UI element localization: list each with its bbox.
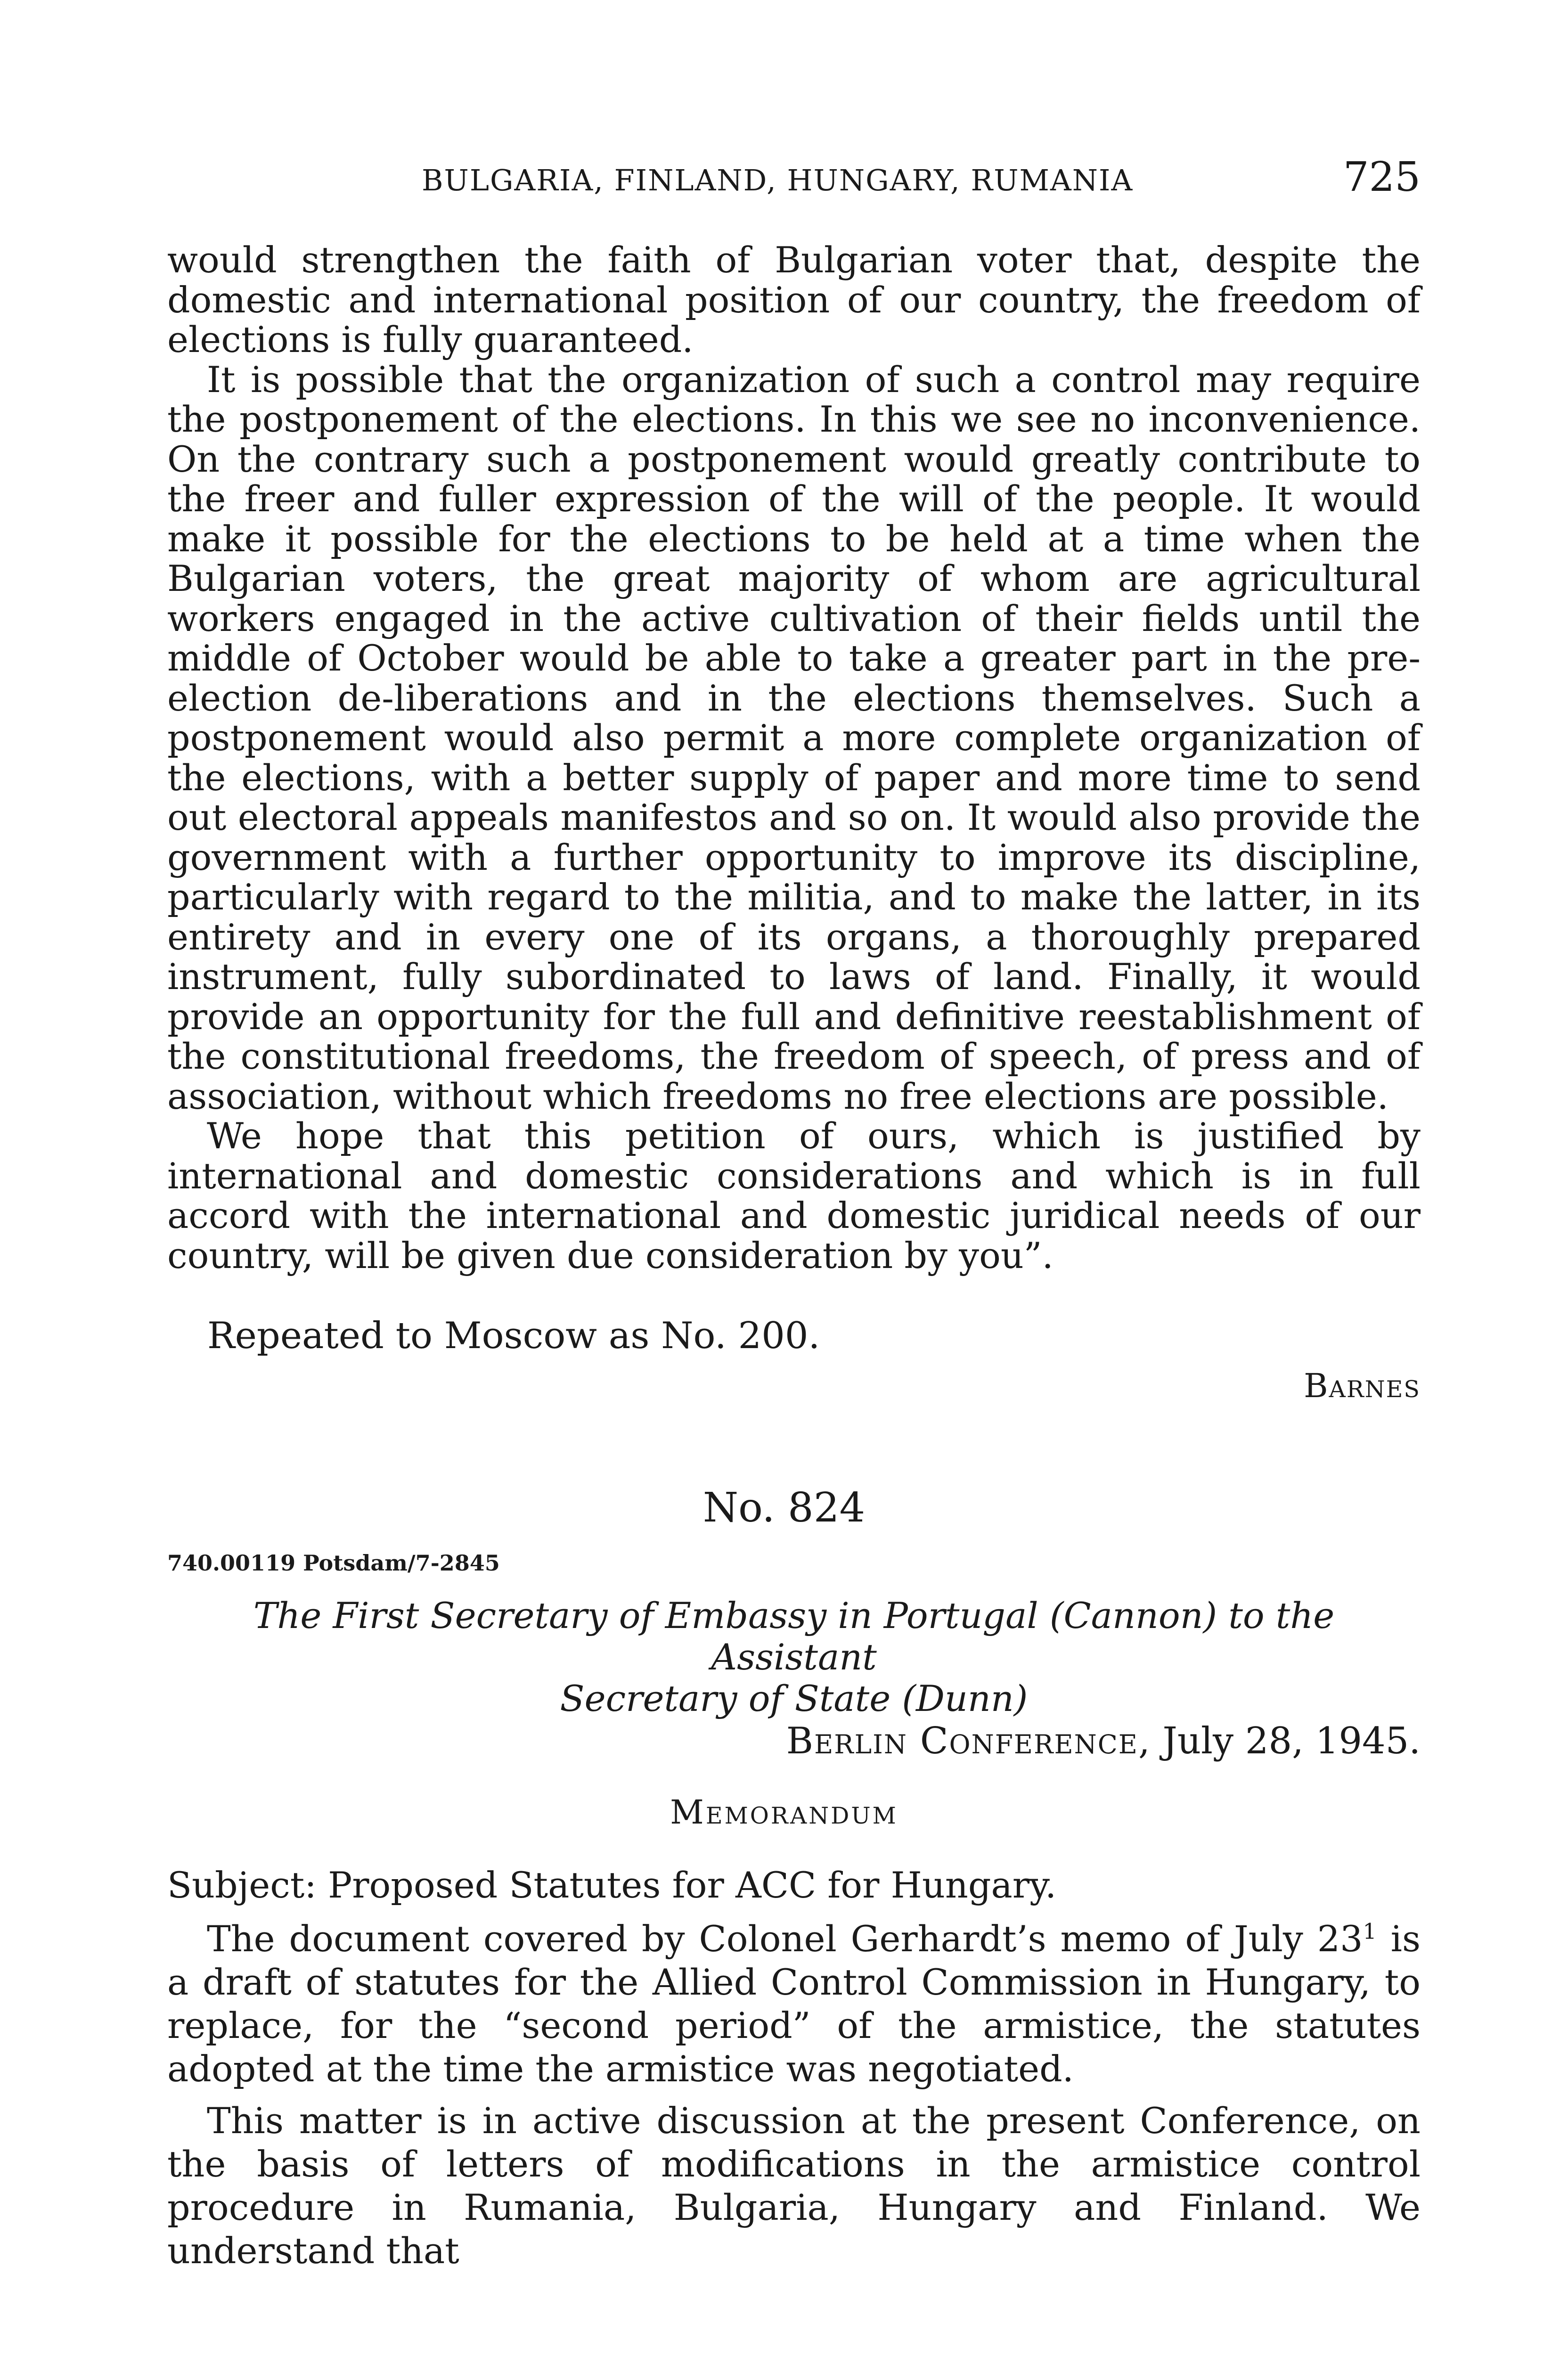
running-head-title: BULGARIA, FINLAND, HUNGARY, RUMANIA: [422, 163, 1134, 197]
body-paragraph: would strengthen the faith of Bulgarian voter that, despite the domestic and international position of our country, the freedom of elections is fully guaranteed.: [167, 239, 1421, 360]
running-head: [167, 155, 1421, 212]
body-paragraph: It is possible that the organization of such a control may require the postponement of the elections. In this we see no inconvenience. On the contrary such a postponement would greatly contribute to the freer and fuller expression of the will of the people. It would make it possible for the elections to be held at a time when the Bulgarian voters, the great majority of whom are agricultural workers engaged in the active cultivation of their fields until the middle of October would be able to take a greater part in the pre-election de-liberations and in the elections themselves. Such a postponement would also permit a more complete organization of the elections, with a better supply of paper and more time to send out electoral appeals manifestos and so on. It would also provide the government with a further opportunity to improve its discipline, particularly with regard to the militia, and to make the latter, in its entirety and in every one of its organs, a thoroughly prepared instrument, fully subordinated to laws of land. Finally, it would provide an opportunity for the full and definitive reestablishment of the constitutional freedoms, the freedom of speech, of press and of association, without which freedoms no free elections are possible.: [167, 358, 1421, 1117]
page-number: 725: [1343, 154, 1421, 201]
document-title-line: The First Secretary of Embassy in Portugal (Cannon) to the Assistant: [253, 1595, 1335, 1678]
repeated-note: Repeated to Moscow as No. 200.: [207, 1315, 820, 1357]
letter-body: [167, 240, 1421, 1276]
date: July 28, 1945.: [1162, 1720, 1421, 1762]
memo-paragraph-text: is a draft of statutes for the Allied Control Commission in Hungary, to replace, for the “second period” of the armistice, the statutes adopted at the time the armistice was negotiated.: [167, 1918, 1421, 2090]
memo-heading: Memorandum: [670, 1793, 898, 1832]
body-paragraph: We hope that this petition of ours, which is justified by international and domestic considerations and which is in full accord with the international and domestic juridical needs of our country, will be given due consideration by you”.: [167, 1115, 1421, 1276]
document-number: No. 824: [702, 1484, 866, 1531]
document-title: [167, 1595, 1421, 1719]
memo-paragraph-text: The document covered by Colonel Gerhardt’s memo of July 23: [207, 1918, 1363, 1960]
footnote-reference: 1: [1363, 1918, 1377, 1944]
memo-subject: Subject: Proposed Statutes for ACC for Hungary.: [167, 1864, 1057, 1906]
signer-name: Barnes: [1304, 1366, 1421, 1405]
memo-body: [167, 1864, 1421, 2281]
place-date: [786, 1720, 1421, 1762]
place: Berlin Conference,: [786, 1720, 1151, 1762]
memo-paragraph: [167, 1917, 1421, 2091]
memo-paragraph: This matter is in active discussion at the present Conference, on the basis of letters of modifications in the armistice control procedure in Rumania, Bulgaria, Hungary and Finland. We understand that: [167, 2100, 1421, 2272]
document-title-line: Secretary of State (Dunn): [560, 1677, 1028, 1719]
file-number: 740.00119 Potsdam/7-2845: [167, 1550, 500, 1576]
